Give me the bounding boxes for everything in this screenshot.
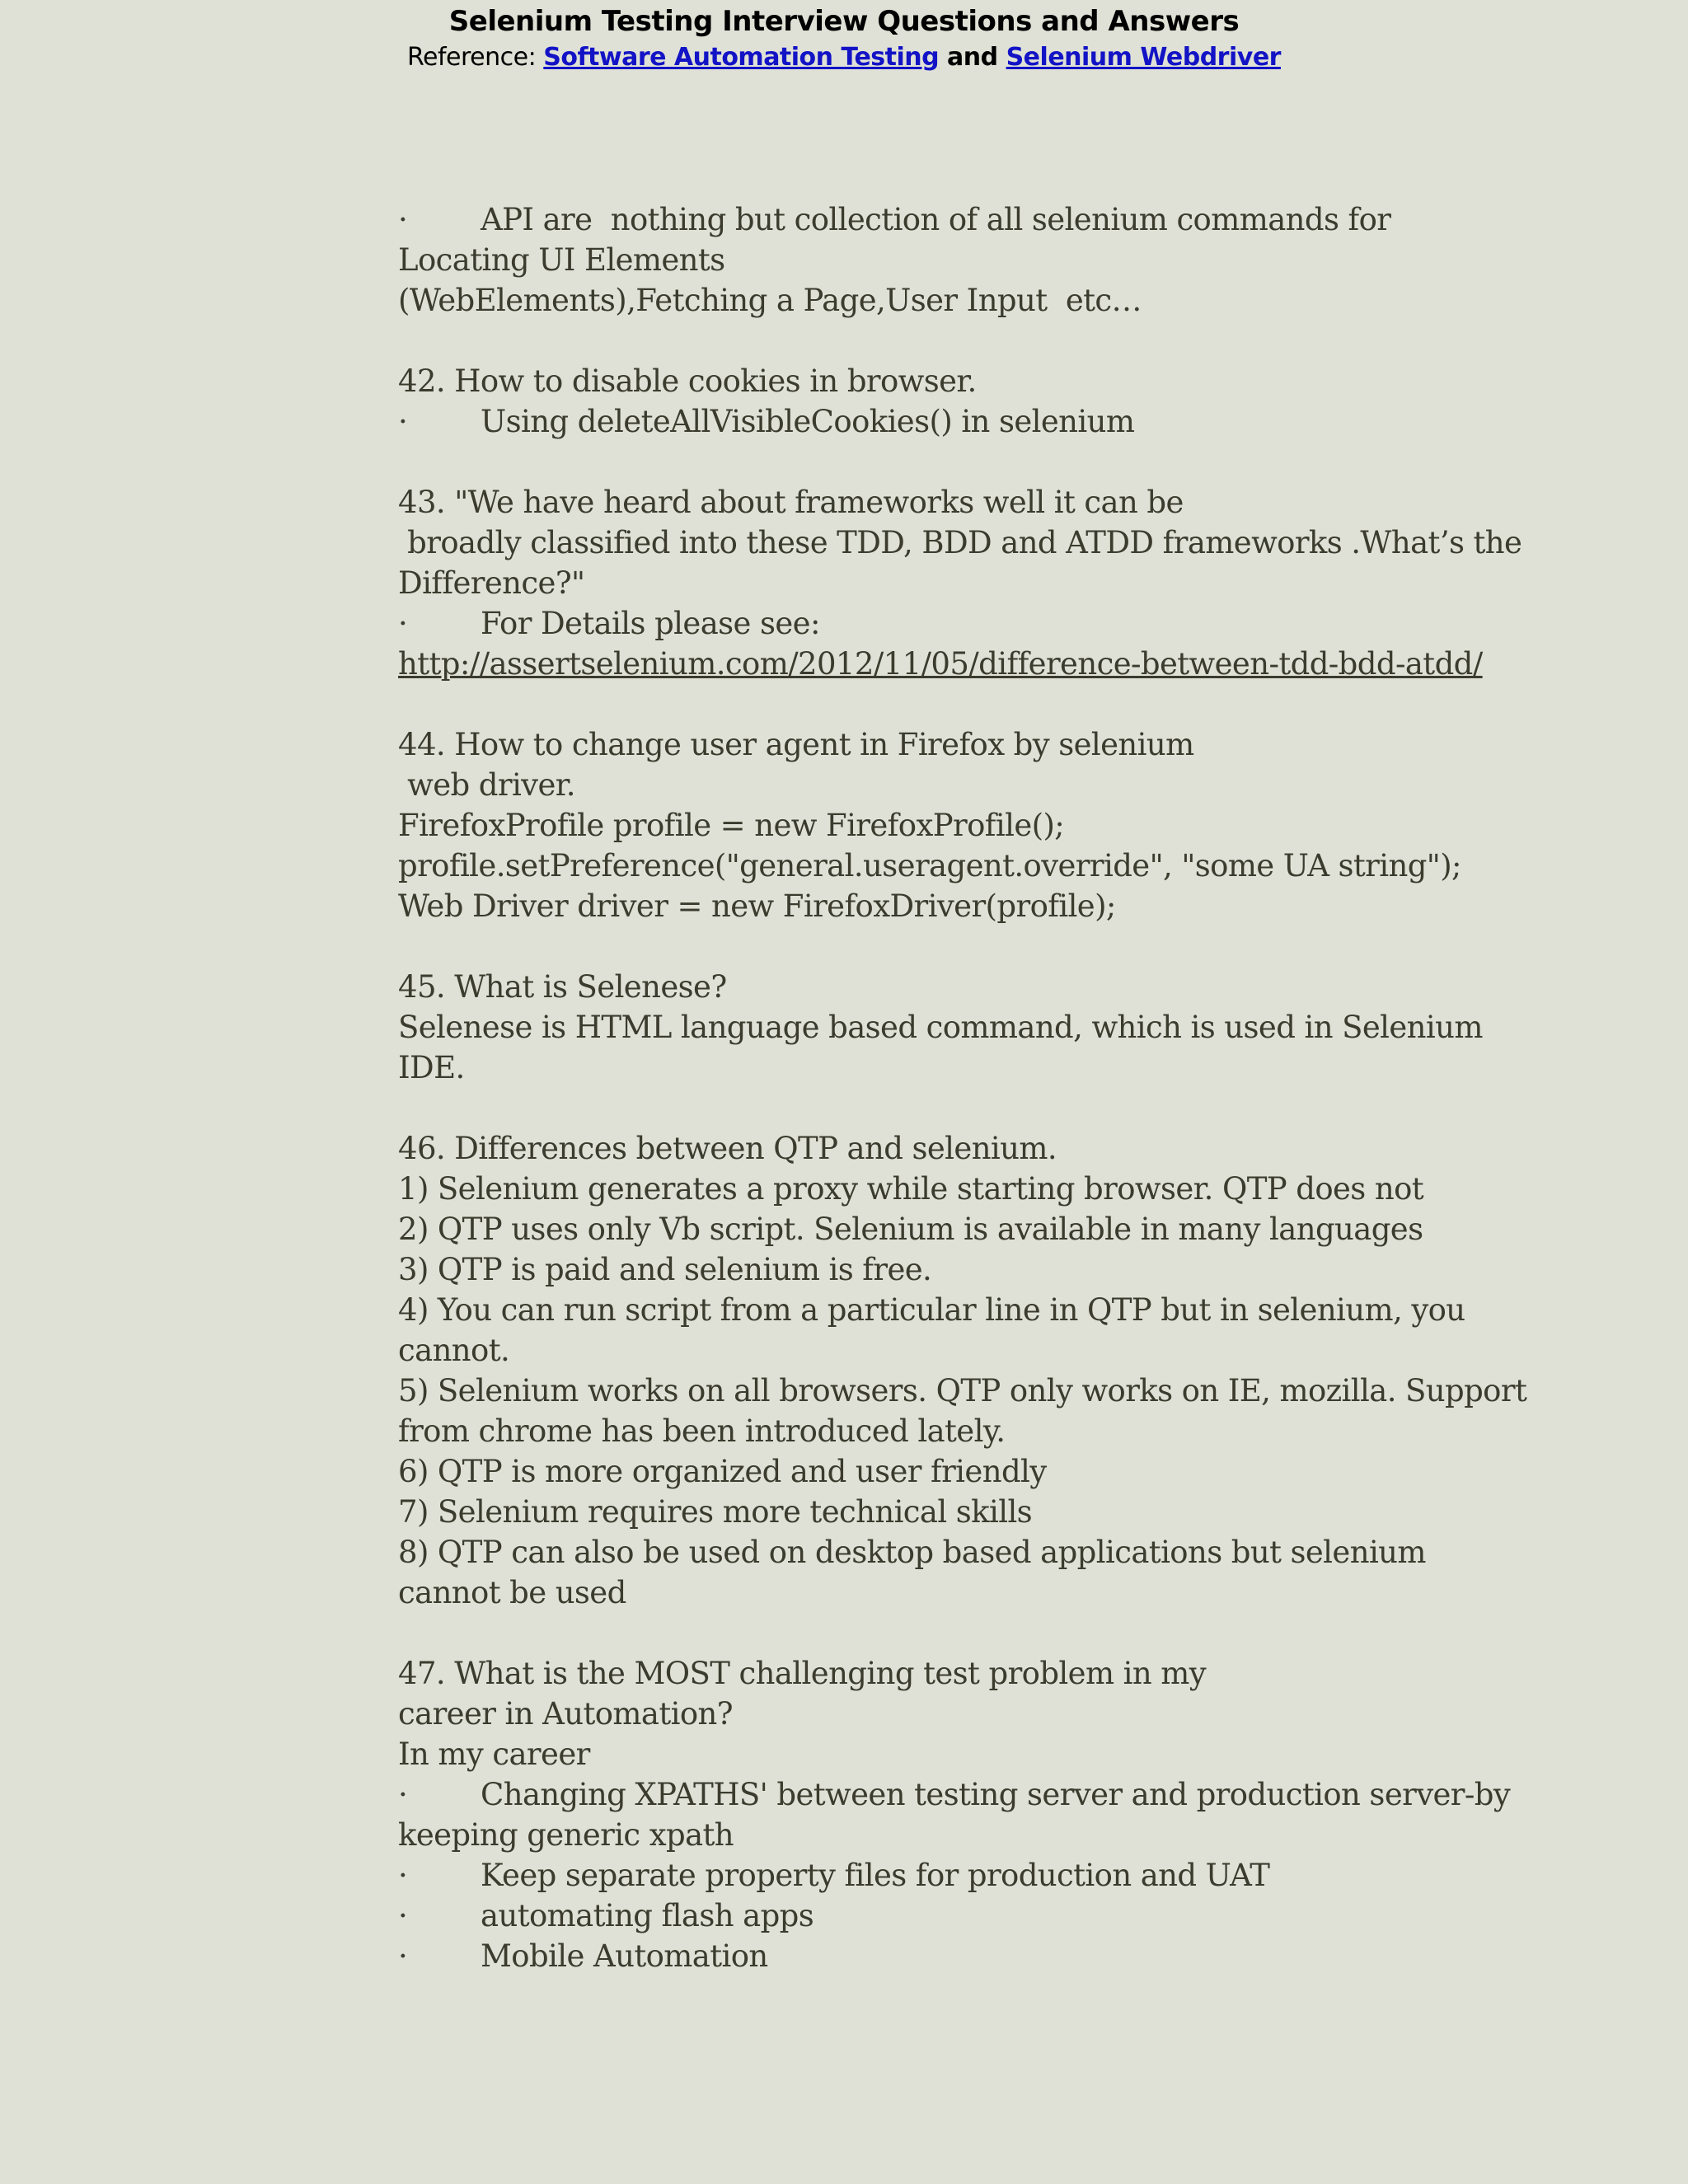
bullet-line xyxy=(398,401,1519,442)
answer-47-item-2: Keep separate property files for production and UAT xyxy=(481,1858,1270,1893)
answer-46-item-8-cont: cannot be used xyxy=(398,1575,626,1610)
bullet-line xyxy=(398,1855,1519,1896)
tdd-bdd-atdd-link[interactable]: http://assertselenium.com/2012/11/05/difference-between-tdd-bdd-atdd/ xyxy=(398,646,1483,682)
answer-46-item-3: 3) QTP is paid and selenium is free. xyxy=(398,1252,932,1287)
answer-47-intro: In my career xyxy=(398,1736,590,1772)
api-text-2: Locating UI Elements xyxy=(398,242,725,278)
reference-line xyxy=(0,43,1688,73)
answer-43-link-line xyxy=(398,644,1519,684)
question-44-line-1: 44. How to change user agent in Firefox by selenium xyxy=(398,727,1194,762)
bullet-mark: · xyxy=(398,1777,408,1812)
code-line-1: FirefoxProfile profile = new FirefoxProfile(); xyxy=(398,808,1065,843)
bullet-mark: · xyxy=(398,202,408,237)
bullet-line xyxy=(398,1774,1519,1815)
answer-46-item-1: 1) Selenium generates a proxy while starting browser. QTP does not xyxy=(398,1171,1424,1207)
answer-46-item-2: 2) QTP uses only Vb script. Selenium is available in many languages xyxy=(398,1212,1423,1247)
question-46: 46. Differences between QTP and selenium. xyxy=(398,1131,1057,1166)
bullet-line xyxy=(398,1896,1519,1936)
bullet-line xyxy=(398,1936,1519,1976)
spacer xyxy=(398,321,1519,361)
answer-47-item-1: Changing XPATHS' between testing server and production server-by xyxy=(481,1777,1511,1812)
answer-47-item-3: automating flash apps xyxy=(481,1898,814,1933)
answer-46-item-5: 5) Selenium works on all browsers. QTP only works on IE, mozilla. Support xyxy=(398,1373,1527,1408)
answer-45-line-1: Selenese is HTML language based command, which is used in Selenium xyxy=(398,1010,1483,1045)
api-text-1: API are nothing but collection of all selenium commands for xyxy=(481,202,1391,237)
answer-47-item-4: Mobile Automation xyxy=(481,1938,768,1974)
answer-43: For Details please see: xyxy=(481,606,820,641)
reference-label: Reference: xyxy=(407,43,544,72)
answer-46-item-7: 7) Selenium requires more technical skills xyxy=(398,1494,1033,1530)
bullet-line xyxy=(398,199,1519,240)
answer-45-line-2: IDE. xyxy=(398,1050,465,1085)
bullet-mark: · xyxy=(398,1898,408,1933)
code-line-2: profile.setPreference("general.useragent.override", "some UA string"); xyxy=(398,848,1461,883)
code-line-3: Web Driver driver = new FirefoxDriver(profile); xyxy=(398,888,1116,924)
question-43-line-3: Difference?" xyxy=(398,565,585,601)
bullet-mark: · xyxy=(398,606,408,641)
spacer xyxy=(398,1613,1519,1653)
page-title: Selenium Testing Interview Questions and Answers xyxy=(448,5,1240,38)
bullet-mark: · xyxy=(398,1938,408,1974)
answer-46-item-4: 4) You can run script from a particular line in QTP but in selenium, you xyxy=(398,1292,1465,1328)
software-automation-testing-link[interactable]: Software Automation Testing xyxy=(543,43,940,72)
document-body xyxy=(398,199,1527,1976)
reference-and: and xyxy=(939,43,1006,72)
spacer xyxy=(398,684,1519,724)
question-47-line-2: career in Automation? xyxy=(398,1696,734,1732)
answer-46-item-8: 8) QTP can also be used on desktop based applications but selenium xyxy=(398,1535,1426,1570)
answer-47-item-1-cont: keeping generic xpath xyxy=(398,1817,734,1853)
question-44-line-2: web driver. xyxy=(398,767,575,803)
question-43-line-1: 43. "We have heard about frameworks well it can be xyxy=(398,485,1184,520)
question-47-line-1: 47. What is the MOST challenging test problem in my xyxy=(398,1656,1206,1691)
spacer xyxy=(398,926,1519,967)
bullet-line xyxy=(398,603,1519,644)
answer-42: Using deleteAllVisibleCookies() in selenium xyxy=(481,404,1135,439)
selenium-webdriver-link[interactable]: Selenium Webdriver xyxy=(1006,43,1281,72)
question-42: 42. How to disable cookies in browser. xyxy=(398,363,977,399)
question-45: 45. What is Selenese? xyxy=(398,969,727,1005)
answer-46-item-5-cont: from chrome has been introduced lately. xyxy=(398,1413,1006,1449)
spacer xyxy=(398,1088,1519,1128)
answer-46-item-6: 6) QTP is more organized and user friendly xyxy=(398,1454,1047,1489)
bullet-mark: · xyxy=(398,404,408,439)
question-43-line-2: broadly classified into these TDD, BDD and ATDD frameworks .What’s the xyxy=(398,525,1522,560)
answer-46-item-4-cont: cannot. xyxy=(398,1333,510,1368)
spacer xyxy=(398,442,1519,482)
bullet-mark: · xyxy=(398,1858,408,1893)
api-text-3: (WebElements),Fetching a Page,User Input etc… xyxy=(398,283,1142,318)
